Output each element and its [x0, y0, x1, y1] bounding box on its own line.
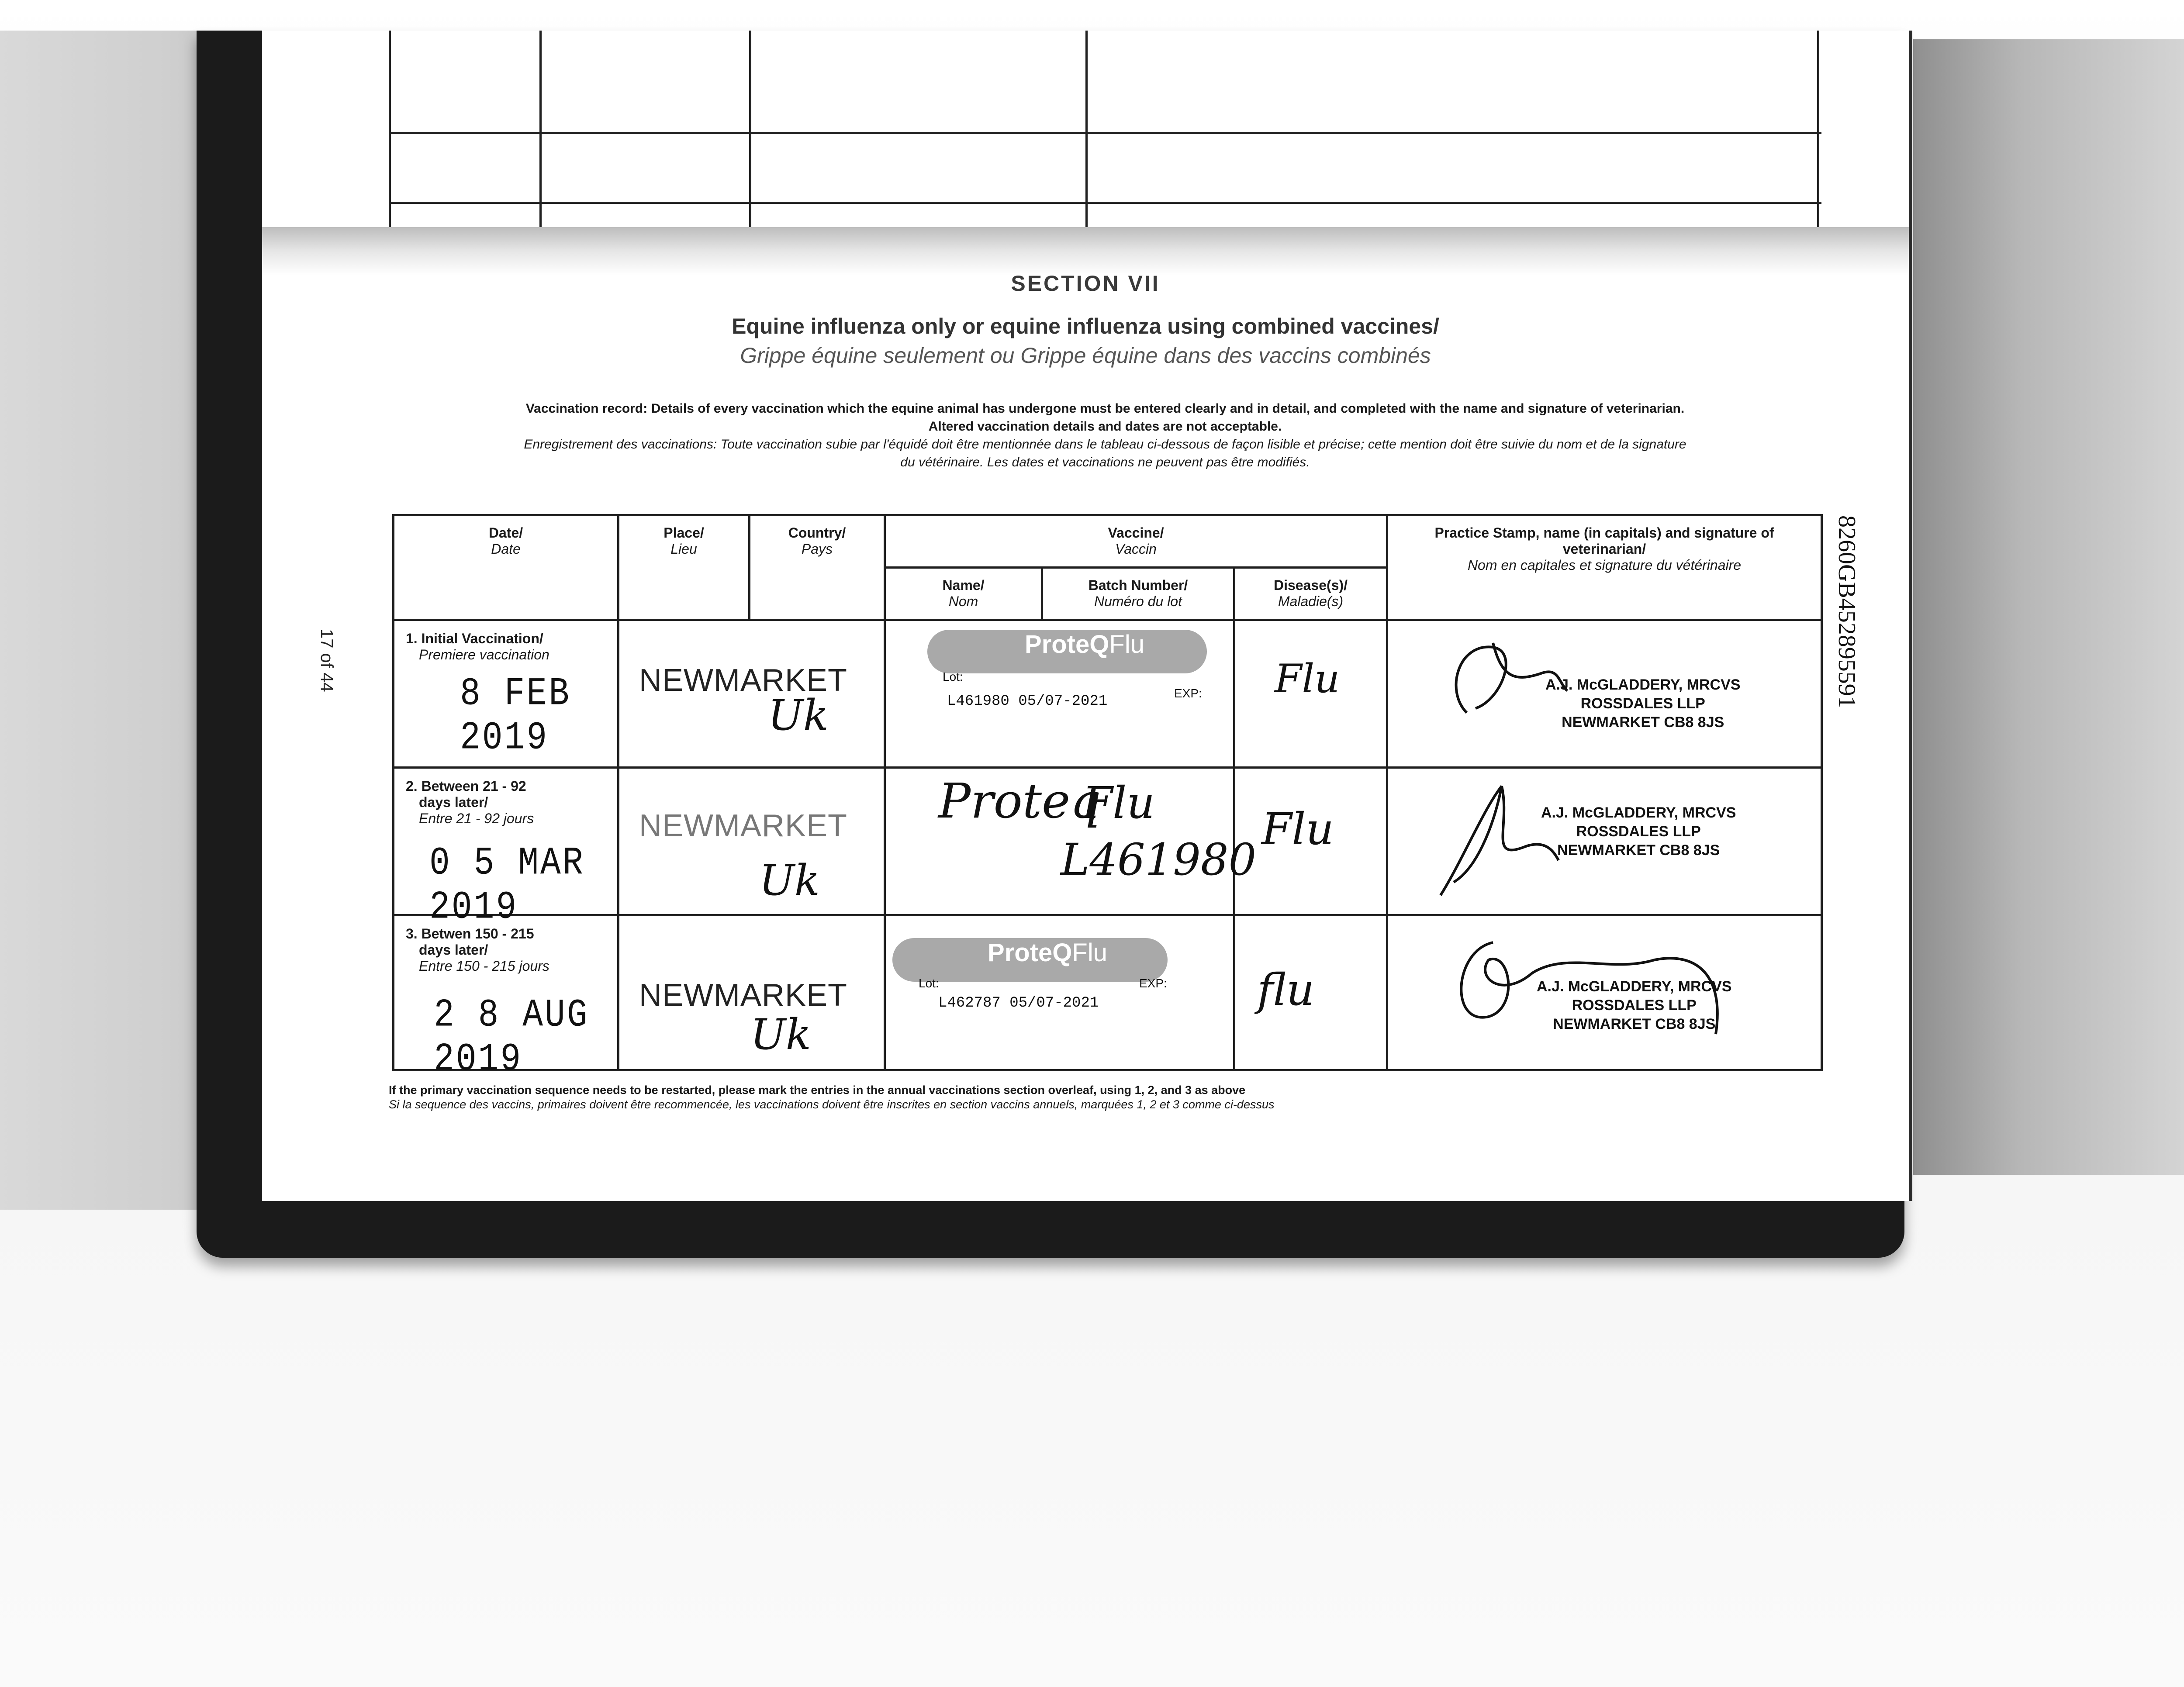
row-1-place-country-cell: [619, 620, 885, 768]
header-practice-stamp: Practice Stamp, name (in capitals) and signature of veterinarian/ Nom en capitales et signature du vétérinaire: [1387, 515, 1822, 620]
header-batch-number: Batch Number/ Numéro du lot: [1042, 568, 1234, 620]
row-3-disease-cell: [1234, 915, 1387, 1070]
footnote-fr: Si la sequence des vaccins, primaires doivent être recommencée, les vaccinations doivent être inscrites en section vaccins annuels, marquées 1, 2 et 3 comme ci-dessus: [389, 1098, 1275, 1111]
exp-label: EXP:: [1139, 976, 1167, 990]
exp-label: EXP:: [1174, 687, 1202, 700]
row-3-vaccine-label-cell: [885, 915, 1234, 1070]
date-stamp: 0 5 MAR 2019: [429, 841, 585, 930]
vaccination-table: [392, 514, 1823, 1082]
lot-number: L462787 05/07-2021: [938, 995, 1099, 1011]
vaccine-label-sticker: ProteQFlu: [892, 938, 1168, 982]
header-vaccine-name: Name/ Nom: [885, 568, 1042, 620]
row-1-date-cell: 1. Initial Vaccination/ Premiere vaccination 8 FEB 2019: [394, 620, 619, 768]
section-heading-fr: Grippe équine seulement ou Grippe équine dans des vaccins combinés: [740, 343, 1431, 368]
table-row: [394, 915, 1822, 1070]
footnote: [389, 1083, 1274, 1112]
country-initials: Uk: [750, 1010, 812, 1059]
handwritten-vaccine-name-suffix: Flu: [1082, 777, 1155, 828]
row-2-place-country-cell: [619, 768, 885, 915]
section-heading-en: Equine influenza only or equine influenza using combined vaccines/: [732, 314, 1439, 338]
row-2-vet-stamp-cell: [1387, 768, 1822, 915]
row-2-vaccine-handwritten-cell: [885, 768, 1257, 915]
header-vaccine: Vaccine/ Vaccin: [885, 515, 1387, 568]
row-3-vet-stamp-cell: [1387, 915, 1822, 1070]
instructions-fr-line2: du vétérinaire. Les dates et vaccinations ne peuvent pas être modifiés.: [900, 455, 1310, 469]
date-stamp: 2 8 AUG 2019: [434, 993, 589, 1082]
date-stamp: 8 FEB 2019: [460, 672, 571, 761]
row-3-place-country-cell: [619, 915, 885, 1070]
instructions-en-line2: Altered vaccination details and dates are not acceptable.: [928, 419, 1282, 434]
header-disease: Disease(s)/ Maladie(s): [1234, 568, 1387, 620]
disease-handwritten: Flu: [1275, 656, 1340, 702]
row-2-disease-cell: [1234, 768, 1387, 915]
vet-practice-stamp: A.J. McGLADDERY, MRCVS ROSSDALES LLP NEWMARKET CB8 8JS: [1545, 676, 1741, 731]
row-1-vaccine-label-cell: [885, 620, 1234, 768]
header-place: Place/ Lieu: [619, 515, 750, 620]
page-number: 17 of 44: [317, 629, 336, 692]
lot-label: Lot:: [919, 976, 939, 990]
vet-practice-stamp: A.J. McGLADDERY, MRCVS ROSSDALES LLP NEWMARKET CB8 8JS: [1541, 804, 1736, 859]
country-initials: Uk: [768, 691, 829, 740]
section-title: SECTION VII: [1011, 271, 1160, 296]
vaccination-record-instructions: [393, 400, 1817, 471]
table-row: [394, 620, 1822, 768]
header-country: Country/ Pays: [750, 515, 885, 620]
row-1-vet-stamp-cell: [1387, 620, 1822, 768]
handwritten-vaccine-name: Proteq: [938, 773, 1101, 829]
handwritten-batch-number: L461980: [1061, 834, 1257, 885]
lot-number: L461980 05/07-2021: [947, 693, 1108, 710]
row-2-date-cell: 2. Between 21 - 92 days later/ Entre 21 - 92 jours 0 5 MAR 2019: [394, 768, 619, 915]
vaccine-label-sticker: ProteQFlu: [927, 630, 1207, 673]
header-date: Date/ Date: [394, 515, 619, 620]
passport-serial-number: 8260GB452895591: [1833, 515, 1860, 708]
disease-handwritten: flu: [1257, 964, 1315, 1015]
instructions-fr-line1: Enregistrement des vaccinations: Toute vaccination subie par l'équidé doit être mentionnée dans le tableau ci-dessous de façon lisible et précise; cette mention doit être suivie du nom et de la signature: [524, 437, 1686, 452]
place-stamp: NEWMARKET: [639, 808, 847, 843]
row-3-date-cell: 3. Betwen 150 - 215 days later/ Entre 150 - 215 jours 2 8 AUG 2019: [394, 915, 619, 1070]
country-initials: Uk: [759, 856, 820, 905]
vet-practice-stamp: A.J. McGLADDERY, MRCVS ROSSDALES LLP NEWMARKET CB8 8JS: [1537, 978, 1732, 1032]
disease-handwritten: Flu: [1261, 804, 1334, 855]
lot-label: Lot:: [943, 670, 963, 683]
footnote-en: If the primary vaccination sequence needs to be restarted, please mark the entries in the annual vaccinations section overleaf, using 1, 2, and 3 as above: [389, 1083, 1246, 1097]
previous-section-table: [389, 31, 1821, 249]
page-fold-shadow: [262, 227, 1909, 275]
table-row: [394, 768, 1822, 915]
row-1-disease-cell: [1234, 620, 1387, 768]
scan-shadow-right: [1913, 39, 2184, 1175]
place-stamp: NEWMARKET: [639, 663, 847, 698]
place-stamp: NEWMARKET: [639, 978, 847, 1013]
instructions-en-line1: Vaccination record: Details of every vaccination which the equine animal has undergone must be entered clearly and in detail, and completed with the name and signature of veterinarian.: [525, 401, 1685, 416]
